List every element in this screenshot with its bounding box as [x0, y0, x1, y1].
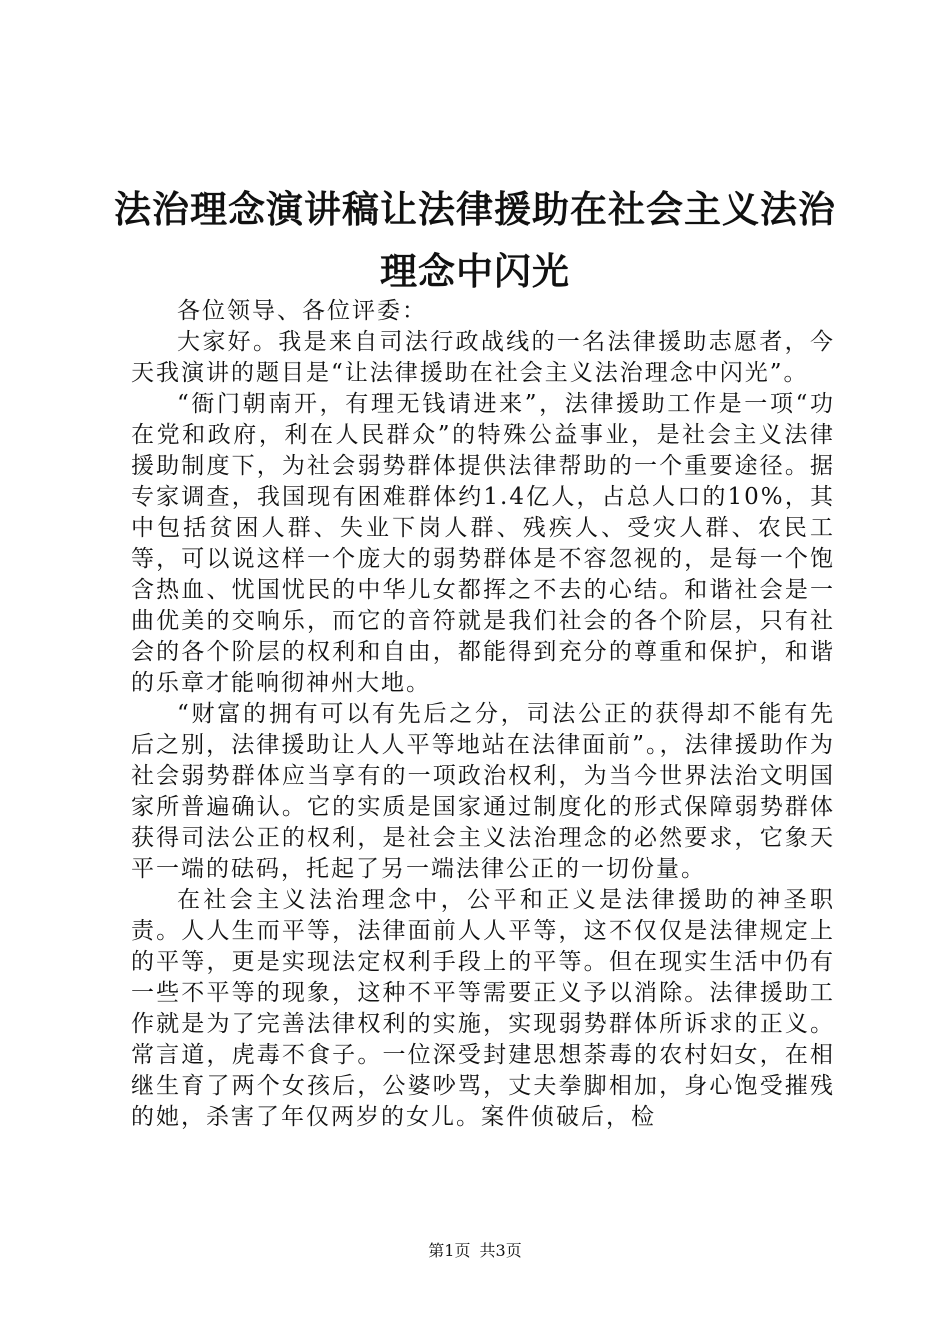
paragraph-equality: “财富的拥有可以有先后之分，司法公正的获得却不能有先后之别，法律援助让人人平等地站在法律面前”。，法律援助作为社会弱势群体应当享有的一项政治权利，为当今世界法治文明国家所普遍确认。它的实质是国家通过制度化的形式保障弱势群体获得司法公正的权利，是社会主义法治理念的必然要求，它象天平一端的砝码，托起了另一端法律公正的一切份量。: [131, 701, 835, 882]
paragraph-legal-aid-overview: “衙门朝南开，有理无钱请进来”，法律援助工作是一项“功在党和政府，利在人民群众”的特殊公益事业，是社会主义法律援助制度下，为社会弱势群体提供法律帮助的一个重要途径。据专家调查，我国现有困难群体约1.4亿人，占总人口的10%，其中包括贫困人群、失业下岗人群、残疾人、受灾人群、农民工等，可以说这样一个庞大的弱势群体是不容忽视的，是每一个饱含热血、忧国忧民的中华儿女都挥之不去的心结。和谐社会是一曲优美的交响乐，而它的音符就是我们社会的各个阶层，只有社会的各个阶层的权利和自由，都能得到充分的尊重和保护，和谐的乐章才能响彻神州大地。: [131, 391, 835, 696]
page-footer: [0, 1240, 950, 1262]
document-title: 法治理念演讲稿让法律援助在社会主义法治理念中闪光: [114, 187, 836, 293]
page-number: 第1页: [428, 1241, 471, 1260]
paragraph-intro: 大家好。我是来自司法行政战线的一名法律援助志愿者，今天我演讲的题目是“让法律援助在社会主义法治理念中闪光”。: [131, 329, 835, 386]
paragraph-justice: 在社会主义法治理念中，公平和正义是法律援助的神圣职责。人人生而平等，法律面前人人平等，这不仅仅是法律规定上的平等，更是实现法定权利手段上的平等。但在现实生活中仍有一些不平等的现象，这种不平等需要正义予以消除。法律援助工作就是为了完善法律权利的实施，实现弱势群体所诉求的正义。常言道，虎毒不食子。一位深受封建思想荼毒的农村妇女，在相继生育了两个女孩后，公婆吵骂，丈夫拳脚相加，身心饱受摧残的她，杀害了年仅两岁的女儿。案件侦破后，检: [131, 887, 835, 1130]
document-body: [131, 296, 835, 1133]
paragraph-salutation: 各位领导、各位评委：: [177, 298, 427, 324]
page-total: 共3页: [479, 1241, 522, 1260]
